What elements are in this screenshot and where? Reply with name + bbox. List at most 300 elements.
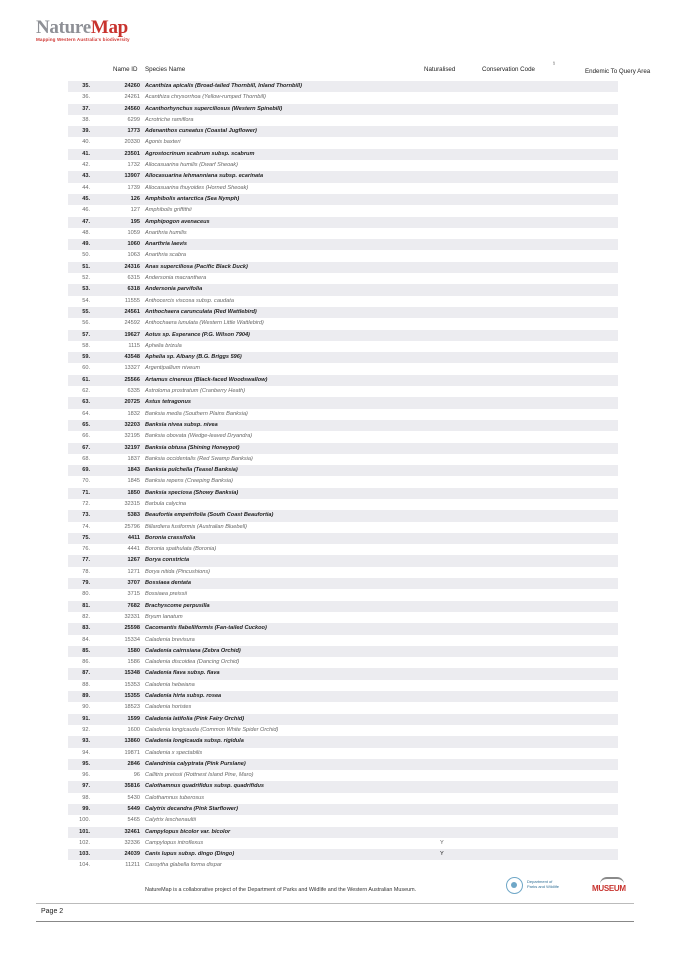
name-id-cell: 6335 bbox=[127, 388, 140, 395]
species-name-cell: Caladenia hirta subsp. rosea bbox=[145, 693, 222, 700]
species-name-cell: Amphibolis griffithii bbox=[145, 207, 192, 214]
table-row bbox=[68, 623, 618, 634]
species-table bbox=[68, 81, 618, 872]
table-row bbox=[68, 273, 618, 284]
name-id-cell: 1837 bbox=[127, 455, 140, 462]
species-name-cell: Anthochaera lunulata (Western Little Wattlebird) bbox=[145, 320, 264, 327]
name-id-cell: 18523 bbox=[124, 704, 140, 711]
name-id-cell: 24560 bbox=[124, 105, 140, 112]
name-id-cell: 13860 bbox=[124, 738, 140, 745]
table-row bbox=[68, 183, 618, 194]
species-name-cell: Banksia obtusa (Shining Honeypot) bbox=[145, 444, 240, 451]
species-name-cell: Caladenia latifolia (Pink Fairy Orchid) bbox=[145, 715, 245, 722]
species-name-cell: Caladenia hebeiana bbox=[145, 681, 195, 688]
row-number: 63. bbox=[82, 399, 90, 406]
name-id-cell: 24261 bbox=[124, 94, 140, 101]
name-id-cell: 32197 bbox=[124, 444, 140, 451]
table-row bbox=[68, 804, 618, 815]
species-name-cell: Aotus sp. Esperance (P.G. Wilson 7904) bbox=[145, 331, 250, 338]
name-id-cell: 5449 bbox=[127, 806, 140, 812]
row-number: 99. bbox=[82, 806, 90, 812]
name-id-cell: 1832 bbox=[127, 410, 140, 417]
row-number: 54. bbox=[82, 297, 90, 304]
table-row bbox=[68, 431, 618, 442]
name-id-cell: 1580 bbox=[127, 647, 140, 654]
row-number: 103. bbox=[79, 851, 90, 858]
name-id-cell: 15353 bbox=[124, 681, 140, 688]
table-row bbox=[68, 488, 618, 499]
name-id-cell: 20330 bbox=[124, 139, 140, 146]
row-number: 52. bbox=[82, 275, 90, 282]
name-id-cell: 43548 bbox=[124, 354, 140, 361]
row-number: 49. bbox=[82, 241, 90, 248]
species-name-cell: Anarthria laevis bbox=[145, 241, 187, 248]
species-name-cell: Caladenia x spectabilis bbox=[145, 749, 203, 756]
name-id-cell: 1586 bbox=[127, 659, 140, 666]
row-number: 74. bbox=[82, 523, 90, 530]
species-name-cell: Beaufortia empetrifolia (South Coast Beaufortia) bbox=[145, 512, 274, 519]
row-number: 58. bbox=[82, 342, 90, 349]
species-name-cell: Brachyscome perpusilla bbox=[145, 602, 210, 609]
name-id-cell: 11211 bbox=[125, 862, 140, 869]
species-name-cell: Agonis baxteri bbox=[145, 139, 181, 146]
table-row bbox=[68, 409, 618, 420]
name-id-cell: 2846 bbox=[127, 760, 140, 767]
row-number: 78. bbox=[82, 568, 90, 575]
row-number: 64. bbox=[82, 410, 90, 417]
species-name-cell: Banksia repens (Creeping Banksia) bbox=[145, 478, 233, 485]
name-id-cell: 5383 bbox=[127, 512, 140, 519]
name-id-cell: 25796 bbox=[124, 523, 140, 530]
name-id-cell: 23501 bbox=[124, 150, 140, 157]
species-name-cell: Acanthorhynchus superciliosus (Western Spinebill) bbox=[145, 105, 283, 112]
table-row bbox=[68, 770, 618, 781]
row-number: 79. bbox=[82, 580, 90, 587]
name-id-cell: 1739 bbox=[127, 184, 140, 191]
footer-credit: NatureMap is a collaborative project of the Department of Parks and Wildlife and the Western Australian Museum. bbox=[145, 887, 417, 893]
name-id-cell: 6299 bbox=[127, 116, 140, 123]
name-id-cell: 1271 bbox=[127, 568, 140, 575]
name-id-cell: 1843 bbox=[127, 467, 140, 474]
species-name-cell: Banksia occidentalis (Red Swamp Banksia) bbox=[145, 455, 253, 462]
table-row bbox=[68, 341, 618, 352]
species-name-cell: Billardiera fusiformis (Australian Bluebell) bbox=[145, 523, 247, 530]
row-number: 85. bbox=[82, 647, 90, 654]
table-row bbox=[68, 838, 618, 849]
name-id-cell: 3707 bbox=[127, 580, 140, 587]
species-name-cell: Caladenia flava subsp. flava bbox=[145, 670, 220, 677]
name-id-cell: 1845 bbox=[127, 478, 140, 485]
table-row bbox=[68, 691, 618, 702]
row-number: 50. bbox=[82, 252, 90, 259]
name-id-cell: 3715 bbox=[127, 591, 140, 598]
header-species-name: Species Name bbox=[145, 66, 186, 73]
table-row bbox=[68, 612, 618, 623]
table-row bbox=[68, 668, 618, 679]
name-id-cell: 7682 bbox=[127, 602, 140, 609]
name-id-cell: 6318 bbox=[127, 286, 140, 293]
header-endemic-label: Endemic To Query Area bbox=[585, 68, 651, 75]
row-number: 44. bbox=[82, 184, 90, 191]
table-row bbox=[68, 476, 618, 487]
name-id-cell: 4411 bbox=[127, 534, 140, 541]
table-row bbox=[68, 443, 618, 454]
species-name-cell: Caladenia brevisura bbox=[145, 636, 195, 643]
parks-wildlife-logo-text: Department of Parks and Wildlife bbox=[527, 879, 560, 889]
table-row bbox=[68, 702, 618, 713]
species-name-cell: Campylopus introflexus bbox=[145, 839, 204, 846]
naturalised-cell: Y bbox=[440, 851, 444, 858]
table-row bbox=[68, 860, 618, 871]
museum-arc-icon bbox=[600, 877, 624, 884]
name-id-cell: 1732 bbox=[127, 162, 140, 169]
species-name-cell: Acanthiza apicalis (Broad-tailed Thornbill, Inland Thornbill) bbox=[145, 83, 302, 89]
table-row bbox=[68, 160, 618, 171]
name-id-cell: 32336 bbox=[124, 839, 140, 846]
species-name-cell: Calothamnus tuberosus bbox=[145, 794, 205, 801]
name-id-cell: 25598 bbox=[124, 625, 140, 632]
table-row bbox=[68, 250, 618, 261]
row-number: 53. bbox=[82, 286, 90, 293]
table-row bbox=[68, 510, 618, 521]
row-number: 35. bbox=[82, 83, 90, 89]
species-name-cell: Banksia speciosa (Showy Banksia) bbox=[145, 489, 239, 496]
endemic-footnote-mark: ¹ bbox=[553, 62, 555, 68]
row-number: 88. bbox=[82, 681, 90, 688]
species-name-cell: Cacomantis flabelliformis (Fan-tailed Cuckoo) bbox=[145, 625, 267, 632]
table-row bbox=[68, 454, 618, 465]
species-name-cell: Caladenia longicauda subsp. rigidula bbox=[145, 738, 244, 745]
table-row bbox=[68, 759, 618, 770]
species-name-cell: Calytrix leschenaultii bbox=[145, 817, 196, 824]
name-id-cell: 1267 bbox=[127, 557, 140, 564]
name-id-cell: 5430 bbox=[127, 794, 140, 801]
name-id-cell: 25566 bbox=[124, 376, 140, 383]
row-number: 41. bbox=[82, 150, 90, 157]
table-row bbox=[68, 149, 618, 160]
row-number: 43. bbox=[82, 173, 90, 180]
species-name-cell: Artamus cinereus (Black-faced Woodswallow) bbox=[145, 376, 268, 383]
row-number: 84. bbox=[82, 636, 90, 643]
table-row bbox=[68, 137, 618, 148]
row-number: 72. bbox=[82, 500, 90, 507]
row-number: 70. bbox=[82, 478, 90, 485]
table-row bbox=[68, 567, 618, 578]
table-row bbox=[68, 578, 618, 589]
row-number: 82. bbox=[82, 613, 90, 620]
row-number: 73. bbox=[82, 512, 90, 519]
species-name-cell: Caladenia horistes bbox=[145, 704, 192, 711]
table-row bbox=[68, 465, 618, 476]
row-number: 55. bbox=[82, 308, 90, 315]
name-id-cell: 15334 bbox=[124, 636, 140, 643]
species-name-cell: Andersonia macranthera bbox=[145, 275, 207, 282]
logo-name-nature: Nature bbox=[36, 17, 91, 38]
name-id-cell: 1060 bbox=[127, 241, 140, 248]
row-number: 93. bbox=[82, 738, 90, 745]
row-number: 96. bbox=[82, 772, 90, 779]
table-row bbox=[68, 781, 618, 792]
row-number: 90. bbox=[82, 704, 90, 711]
table-row bbox=[68, 307, 618, 318]
table-row bbox=[68, 363, 618, 374]
logo-tagline: Mapping Western Australia's biodiversity bbox=[36, 37, 130, 42]
table-row bbox=[68, 522, 618, 533]
row-number: 56. bbox=[82, 320, 90, 327]
row-number: 51. bbox=[82, 263, 90, 270]
header-conservation-code: Conservation Code bbox=[482, 66, 535, 73]
species-name-cell: Astus tetragonus bbox=[145, 399, 191, 406]
row-number: 102. bbox=[79, 839, 90, 846]
species-name-cell: Cassytha glabella forma dispar bbox=[145, 862, 222, 869]
name-id-cell: 15348 bbox=[124, 670, 140, 677]
table-row bbox=[68, 352, 618, 363]
name-id-cell: 24561 bbox=[124, 308, 140, 315]
species-name-cell: Canis lupus subsp. dingo (Dingo) bbox=[145, 851, 235, 858]
name-id-cell: 24260 bbox=[124, 83, 140, 89]
name-id-cell: 195 bbox=[130, 218, 140, 225]
name-id-cell: 6315 bbox=[127, 275, 140, 282]
species-name-cell: Anarthria humilis bbox=[145, 229, 187, 236]
name-id-cell: 24039 bbox=[124, 851, 140, 858]
table-row bbox=[68, 815, 618, 826]
row-number: 42. bbox=[82, 162, 90, 169]
table-row bbox=[68, 544, 618, 555]
name-id-cell: 1600 bbox=[127, 726, 140, 733]
name-id-cell: 126 bbox=[130, 195, 140, 202]
row-number: 69. bbox=[82, 467, 90, 474]
name-id-cell: 19627 bbox=[124, 331, 140, 338]
table-row bbox=[68, 601, 618, 612]
species-name-cell: Banksia nivea subsp. nivea bbox=[145, 421, 218, 428]
row-number: 65. bbox=[82, 421, 90, 428]
species-name-cell: Agrostocrinum scabrum subsp. scabrum bbox=[145, 150, 255, 157]
name-id-cell: 32461 bbox=[124, 828, 140, 835]
name-id-cell: 1850 bbox=[127, 489, 140, 496]
name-id-cell: 19871 bbox=[124, 749, 140, 756]
row-number: 95. bbox=[82, 760, 90, 767]
table-row bbox=[68, 646, 618, 657]
table-row bbox=[68, 714, 618, 725]
row-number: 76. bbox=[82, 546, 90, 553]
species-name-cell: Boronia crassifolia bbox=[145, 534, 196, 541]
row-number: 83. bbox=[82, 625, 90, 632]
table-row bbox=[68, 533, 618, 544]
table-row bbox=[68, 725, 618, 736]
name-id-cell: 4441 bbox=[127, 546, 140, 553]
table-row bbox=[68, 296, 618, 307]
table-row bbox=[68, 386, 618, 397]
parks-wildlife-emblem-icon bbox=[506, 877, 523, 894]
name-id-cell: 24316 bbox=[124, 263, 140, 270]
species-name-cell: Campylopus bicolor var. bicolor bbox=[145, 828, 231, 835]
row-number: 86. bbox=[82, 659, 90, 666]
row-number: 68. bbox=[82, 455, 90, 462]
species-name-cell: Banksia obovata (Wedge-leaved Dryandra) bbox=[145, 433, 253, 440]
name-id-cell: 1773 bbox=[127, 128, 140, 135]
row-number: 92. bbox=[82, 726, 90, 733]
table-row bbox=[68, 849, 618, 860]
species-name-cell: Acanthiza chrysorrhoa (Yellow-rumped Thornbill) bbox=[145, 94, 266, 101]
name-id-cell: 127 bbox=[130, 207, 140, 214]
species-name-cell: Boronia spathulata (Boronia) bbox=[145, 546, 217, 553]
naturalised-cell: Y bbox=[440, 839, 444, 846]
name-id-cell: 35816 bbox=[124, 783, 140, 790]
name-id-cell: 13907 bbox=[124, 173, 140, 180]
name-id-cell: 1059 bbox=[127, 229, 140, 236]
wa-museum-logo bbox=[592, 877, 636, 897]
row-number: 75. bbox=[82, 534, 90, 541]
species-name-cell: Caladenia discoidea (Dancing Orchid) bbox=[145, 659, 240, 666]
row-number: 80. bbox=[82, 591, 90, 598]
name-id-cell: 11555 bbox=[124, 297, 140, 304]
table-row bbox=[68, 827, 618, 838]
row-number: 66. bbox=[82, 433, 90, 440]
species-name-cell: Allocasuarina thuyoides (Horned Sheoak) bbox=[145, 184, 249, 191]
row-number: 67. bbox=[82, 444, 90, 451]
species-name-cell: Amphipogon avenaceus bbox=[145, 218, 210, 225]
row-number: 98. bbox=[82, 794, 90, 801]
species-name-cell: Caladenia longicauda (Common White Spider Orchid) bbox=[145, 726, 279, 733]
table-row bbox=[68, 262, 618, 273]
species-name-cell: Banksia pulchella (Teasel Banksia) bbox=[145, 467, 238, 474]
species-name-cell: Aphelia brizula bbox=[145, 342, 182, 349]
table-row bbox=[68, 104, 618, 115]
header-name-id: Name ID bbox=[113, 66, 138, 73]
row-number: 89. bbox=[82, 693, 90, 700]
name-id-cell: 13327 bbox=[124, 365, 140, 372]
row-number: 104. bbox=[79, 862, 90, 869]
species-name-cell: Calothamnus quadrifidus subsp. quadrifidus bbox=[145, 783, 265, 790]
species-name-cell: Anthocercis viscosa subsp. caudata bbox=[145, 297, 234, 304]
table-row bbox=[68, 736, 618, 747]
species-name-cell: Barbula calycina bbox=[145, 500, 187, 507]
table-row bbox=[68, 589, 618, 600]
table-row bbox=[68, 205, 618, 216]
table-row bbox=[68, 239, 618, 250]
row-number: 59. bbox=[82, 354, 90, 361]
species-name-cell: Bossiaea dentata bbox=[145, 580, 192, 587]
row-number: 36. bbox=[82, 94, 90, 101]
row-number: 61. bbox=[82, 376, 90, 383]
row-number: 94. bbox=[82, 749, 90, 756]
species-name-cell: Borya constricta bbox=[145, 557, 190, 564]
row-number: 87. bbox=[82, 670, 90, 677]
row-number: 81. bbox=[82, 602, 90, 609]
name-id-cell: 32331 bbox=[124, 613, 140, 620]
species-name-cell: Caladenia cairnsiana (Zebra Orchid) bbox=[145, 647, 241, 654]
name-id-cell: 96 bbox=[133, 772, 140, 779]
name-id-cell: 24592 bbox=[124, 320, 140, 327]
species-name-cell: Callitris preissii (Rottnest Island Pine, Maro) bbox=[145, 772, 254, 779]
row-number: 40. bbox=[82, 139, 90, 146]
table-row bbox=[68, 194, 618, 205]
page-number: Page 2 bbox=[41, 908, 64, 915]
species-name-cell: Calandrinia calyptrata (Pink Purslane) bbox=[145, 760, 246, 767]
row-number: 101. bbox=[79, 828, 90, 835]
page-bottom-divider bbox=[36, 921, 634, 922]
species-name-cell: Argentipallium niveum bbox=[145, 365, 201, 372]
table-row bbox=[68, 793, 618, 804]
species-name-cell: Allocasuarina lehmanniana subsp. ecarinata bbox=[145, 173, 264, 180]
species-name-cell: Bossiaea preissii bbox=[145, 591, 187, 598]
species-name-cell: Adenanthos cuneatus (Coastal Jugflower) bbox=[145, 128, 257, 135]
row-number: 91. bbox=[82, 715, 90, 722]
name-id-cell: 1599 bbox=[127, 715, 140, 722]
row-number: 77. bbox=[82, 557, 90, 564]
row-number: 62. bbox=[82, 388, 90, 395]
table-row bbox=[68, 657, 618, 668]
name-id-cell: 15355 bbox=[124, 693, 140, 700]
species-name-cell: Aphelia sp. Albany (B.G. Briggs 596) bbox=[145, 354, 242, 361]
species-name-cell: Calytrix decandra (Pink Starflower) bbox=[145, 806, 238, 812]
logo-name-map: Map bbox=[90, 17, 128, 38]
table-row bbox=[68, 635, 618, 646]
museum-logo-text: MUSEUM bbox=[592, 884, 626, 893]
species-name-cell: Anas superciliosa (Pacific Black Duck) bbox=[145, 263, 248, 270]
row-number: 97. bbox=[82, 783, 90, 790]
footer-divider bbox=[36, 903, 634, 904]
table-row bbox=[68, 92, 618, 103]
table-row bbox=[68, 171, 618, 182]
species-name-cell: Borya nitida (Pincushions) bbox=[145, 568, 210, 575]
name-id-cell: 32203 bbox=[124, 421, 140, 428]
header-naturalised: Naturalised bbox=[424, 66, 456, 73]
table-row bbox=[68, 680, 618, 691]
table-row bbox=[68, 555, 618, 566]
name-id-cell: 20725 bbox=[124, 399, 140, 406]
row-number: 71. bbox=[82, 489, 90, 496]
table-row bbox=[68, 284, 618, 295]
species-name-cell: Bryum lanatum bbox=[145, 613, 183, 620]
species-name-cell: Amphibolis antarctica (Sea Nymph) bbox=[145, 195, 240, 202]
row-number: 57. bbox=[82, 331, 90, 338]
naturemap-logo bbox=[36, 18, 130, 42]
table-row bbox=[68, 217, 618, 228]
table-row bbox=[68, 318, 618, 329]
table-row bbox=[68, 420, 618, 431]
row-number: 60. bbox=[82, 365, 90, 372]
row-number: 38. bbox=[82, 116, 90, 123]
species-name-cell: Acrotriche ramiflora bbox=[145, 116, 194, 123]
name-id-cell: 5465 bbox=[127, 817, 140, 824]
table-row bbox=[68, 81, 618, 92]
species-name-cell: Allocasuarina humilis (Dwarf Sheoak) bbox=[145, 162, 238, 169]
table-row bbox=[68, 499, 618, 510]
table-row bbox=[68, 375, 618, 386]
species-name-cell: Anthochaera carunculata (Red Wattlebird) bbox=[145, 308, 257, 315]
table-row bbox=[68, 397, 618, 408]
name-id-cell: 32315 bbox=[124, 500, 140, 507]
species-name-cell: Banksia media (Southern Plains Banksia) bbox=[145, 410, 248, 417]
row-number: 37. bbox=[82, 105, 90, 112]
name-id-cell: 1115 bbox=[128, 342, 140, 349]
name-id-cell: 1063 bbox=[127, 252, 140, 259]
row-number: 39. bbox=[82, 128, 90, 135]
table-row bbox=[68, 330, 618, 341]
row-number: 45. bbox=[82, 195, 90, 202]
row-number: 47. bbox=[82, 218, 90, 225]
species-name-cell: Astroloma prostratum (Cranberry Heath) bbox=[145, 388, 246, 395]
row-number: 46. bbox=[82, 207, 90, 214]
table-row bbox=[68, 748, 618, 759]
row-number: 100. bbox=[79, 817, 90, 824]
table-row bbox=[68, 126, 618, 137]
species-name-cell: Andersonia parvifolia bbox=[145, 286, 203, 293]
name-id-cell: 32195 bbox=[124, 433, 140, 440]
parks-wildlife-logo bbox=[506, 877, 566, 897]
table-row bbox=[68, 115, 618, 126]
